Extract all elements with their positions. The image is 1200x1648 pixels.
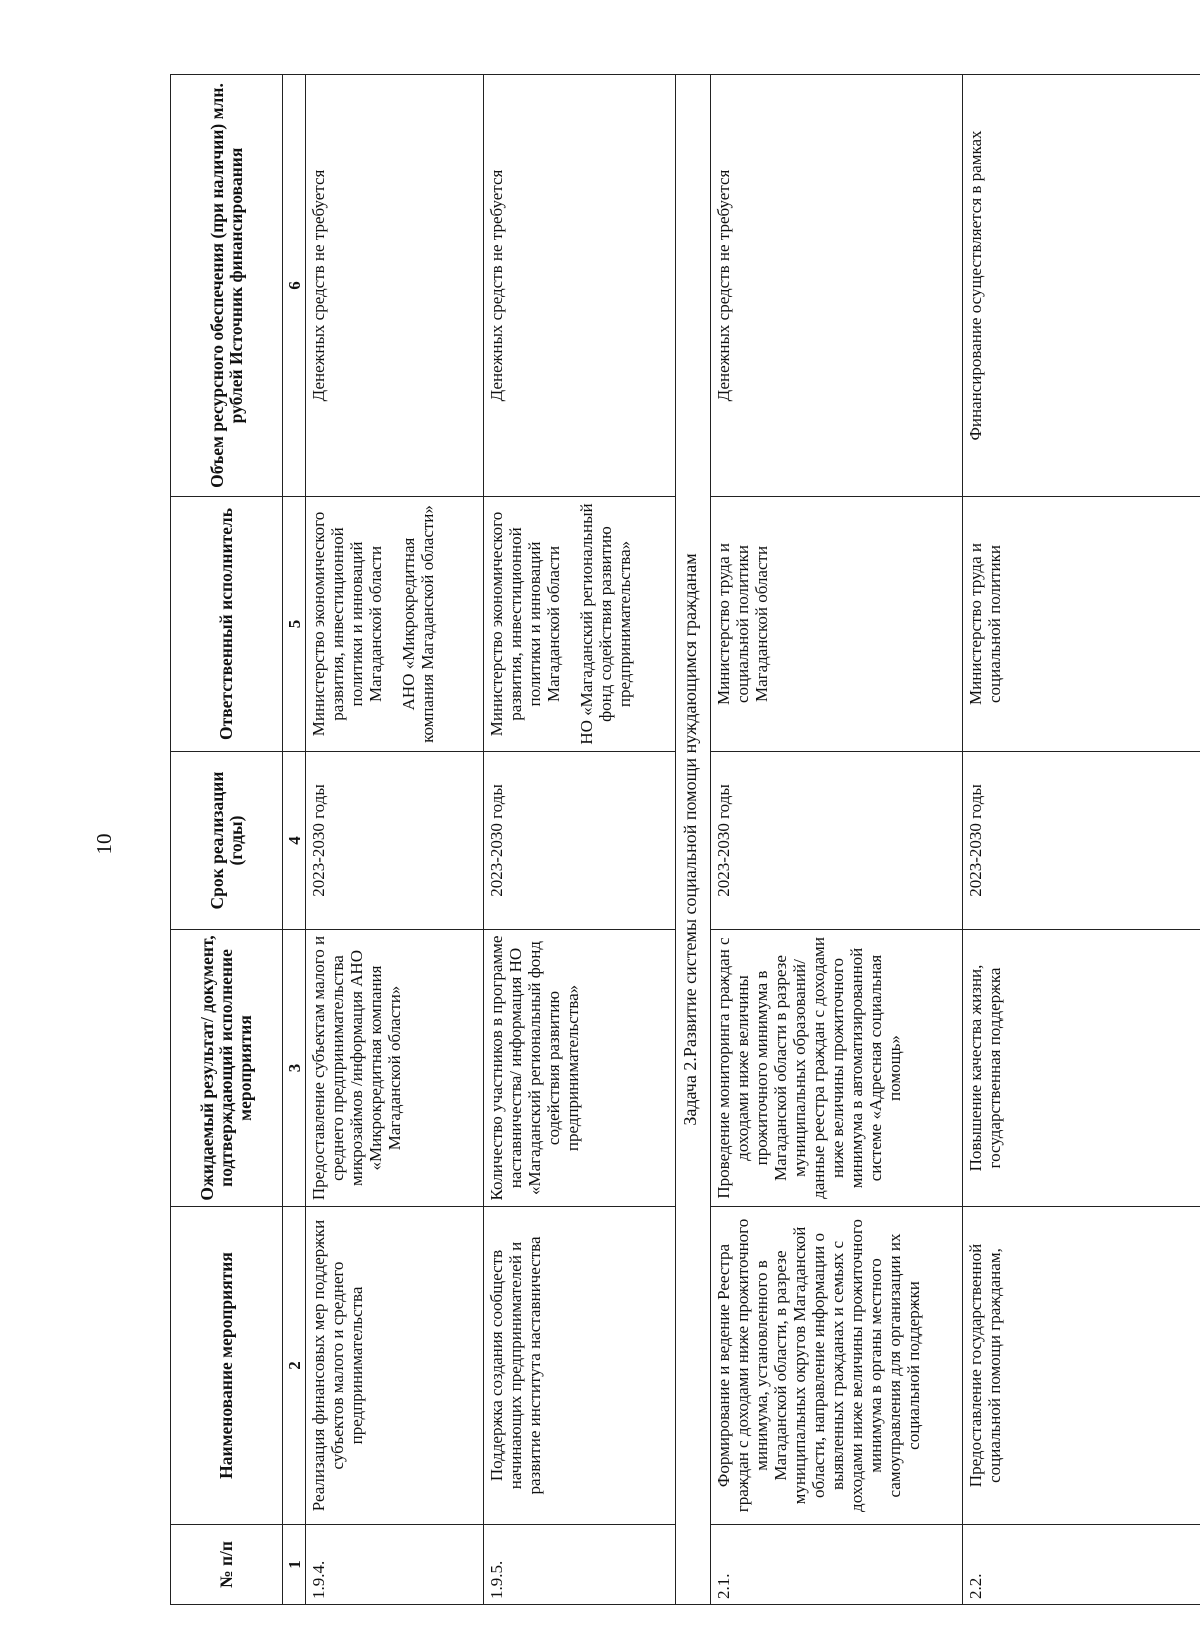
row-number: 2.1. bbox=[711, 1525, 963, 1605]
expected-result: Предоставление субъектам малого и среднего предпринимательства микрозаймов /информация АНО «Микрокредитная компания Магаданской области» bbox=[306, 930, 484, 1207]
executor-secondary: НО «Магаданский региональный фонд содействия развитию предпринимательства» bbox=[577, 503, 634, 745]
column-number: 4 bbox=[283, 752, 306, 930]
measure-name: Предоставление государственной социальной помощи гражданам, bbox=[963, 1207, 1200, 1525]
header-row bbox=[171, 75, 283, 1605]
header-name: Наименование мероприятия bbox=[171, 1207, 283, 1525]
table-row bbox=[963, 75, 1200, 1605]
task-title: Задача 2.Развитие системы социальной помощи нуждающимся гражданам bbox=[676, 75, 711, 1605]
row-number: 2.2. bbox=[963, 1525, 1200, 1605]
header-executor: Ответственный исполнитель bbox=[171, 497, 283, 752]
executor-primary: Министерство экономического развития, инвестиционной политики и инноваций Магаданской области bbox=[487, 511, 563, 737]
table-row bbox=[711, 75, 963, 1605]
executor: Министерство труда и социальной политики Магаданской области bbox=[711, 497, 963, 752]
term: 2023-2030 годы bbox=[963, 752, 1200, 930]
column-number-row bbox=[283, 75, 306, 1605]
column-number: 6 bbox=[283, 75, 306, 497]
executor bbox=[306, 497, 484, 752]
executor-secondary: АНО «Микрокредитная компания Магаданской области» bbox=[399, 505, 437, 743]
rotated-table-container bbox=[170, 75, 1200, 1605]
expected-result: Повышение качества жизни, государственная поддержка bbox=[963, 930, 1200, 1207]
term: 2023-2030 годы bbox=[306, 752, 484, 930]
executor-primary: Министерство экономического развития, инвестиционной политики и инноваций Магаданской области bbox=[309, 511, 385, 737]
expected-result: Количество участников в программе наставничества/ информация НО «Магаданский региональный фонд содействия развитию предпринимательства» bbox=[484, 930, 676, 1207]
term: 2023-2030 годы bbox=[484, 752, 676, 930]
table-row bbox=[306, 75, 484, 1605]
page-number: 10 bbox=[92, 833, 116, 855]
executor bbox=[484, 497, 676, 752]
table-row bbox=[484, 75, 676, 1605]
row-number: 1.9.4. bbox=[306, 1525, 484, 1605]
measure-name: Поддержка создания сообществ начинающих предпринимателей и развитие института наставничества bbox=[484, 1207, 676, 1525]
funding: Денежных средств не требуется bbox=[484, 75, 676, 497]
header-num: № п/п bbox=[171, 1525, 283, 1605]
header-funding: Объем ресурсного обеспечения (при наличии) млн. рублей Источник финансирования bbox=[171, 75, 283, 497]
measure-name: Формирование и ведение Реестра граждан с доходами ниже прожиточного минимума, установленного в Магаданской области, в разрезе муниципальных округов Магаданской области, направление информации о выявленных гражданах и семьях с доходами ниже величины прожиточного минимума в органы местного самоуправления для организации их социальной поддержки bbox=[711, 1207, 963, 1525]
funding: Денежных средств не требуется bbox=[711, 75, 963, 497]
funding: Финансирование осуществляется в рамках bbox=[963, 75, 1200, 497]
row-number: 1.9.5. bbox=[484, 1525, 676, 1605]
header-term: Срок реализации (годы) bbox=[171, 752, 283, 930]
column-number: 5 bbox=[283, 497, 306, 752]
header-result: Ожидаемый результат/ документ, подтверждающий исполнение мероприятия bbox=[171, 930, 283, 1207]
term: 2023-2030 годы bbox=[711, 752, 963, 930]
funding: Денежных средств не требуется bbox=[306, 75, 484, 497]
task-row bbox=[676, 75, 711, 1605]
executor: Министерство труда и социальной политики bbox=[963, 497, 1200, 752]
measure-name: Реализация финансовых мер поддержки субъектов малого и среднего предпринимательства bbox=[306, 1207, 484, 1525]
column-number: 3 bbox=[283, 930, 306, 1207]
column-number: 1 bbox=[283, 1525, 306, 1605]
column-number: 2 bbox=[283, 1207, 306, 1525]
measures-table bbox=[170, 74, 1200, 1605]
expected-result: Проведение мониторинга граждан с доходами ниже величины прожиточного минимума в Магаданской области в разрезе муниципальных образований/ данные реестра граждан с доходами ниже величины прожиточного минимума в автоматизированной системе «Адресная социальная помощь» bbox=[711, 930, 963, 1207]
